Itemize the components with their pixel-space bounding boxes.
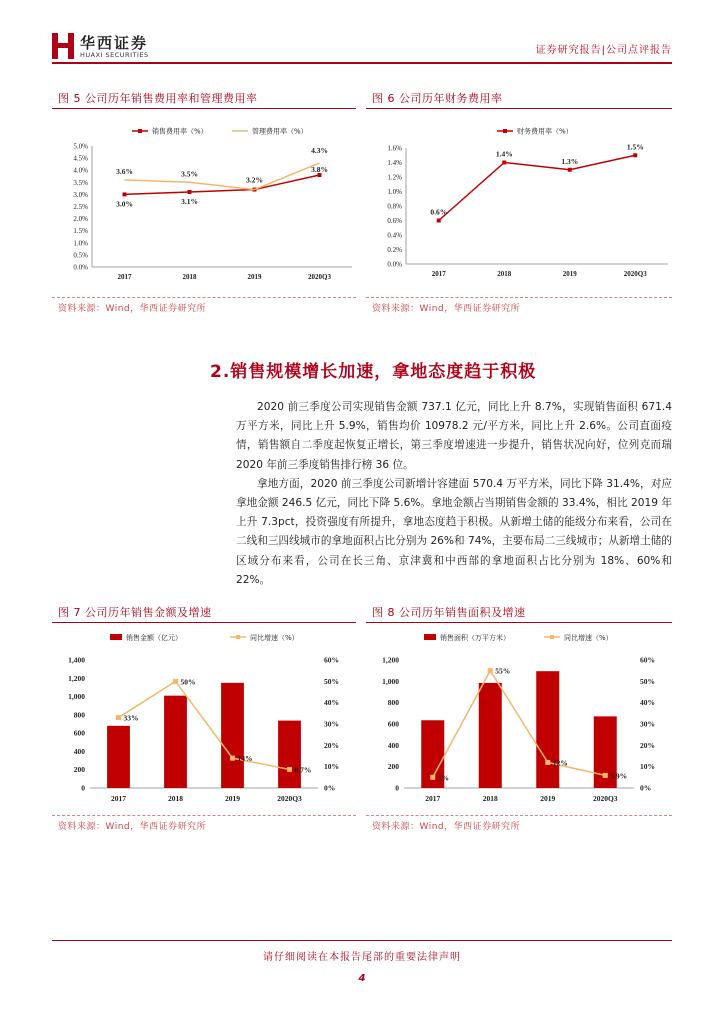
y-tick-label: 0.4% bbox=[387, 231, 402, 240]
y-tick-label: 1,200 bbox=[382, 655, 399, 665]
x-tick-label: 2020Q3 bbox=[277, 794, 302, 803]
data-label: 3.8% bbox=[311, 165, 328, 175]
legend-label-line: 同比增速（%） bbox=[250, 634, 299, 642]
y2-tick-label: 0% bbox=[640, 783, 652, 793]
fig7-source: 资料来源：Wind，华西证券研究所 bbox=[58, 822, 207, 832]
x-tick-label: 2017 bbox=[425, 794, 441, 803]
y2-tick-label: 20% bbox=[324, 740, 339, 750]
legend-swatch-bar bbox=[110, 634, 122, 640]
report-type-label: 证券研究报告|公司点评报告 bbox=[535, 45, 672, 56]
y-tick-label: 600 bbox=[387, 719, 399, 729]
data-label: 4.3% bbox=[311, 145, 328, 155]
data-point bbox=[502, 161, 506, 165]
growth-point bbox=[230, 756, 235, 761]
growth-label: 5.9% bbox=[610, 771, 628, 781]
x-tick-label: 2018 bbox=[497, 270, 512, 278]
logo-english-name: HUAXI SECURITIES bbox=[80, 51, 149, 59]
fig7-source-rule bbox=[52, 815, 356, 816]
data-label: 3.0% bbox=[116, 199, 133, 209]
fig7-chart bbox=[52, 626, 356, 810]
legal-notice: 请仔细阅读在本报告尾部的重要法律声明 bbox=[263, 952, 461, 963]
y-tick-label: 400 bbox=[73, 746, 85, 756]
y2-tick-label: 60% bbox=[640, 655, 655, 665]
y2-tick-label: 60% bbox=[324, 655, 339, 665]
y-tick-label: 2.0% bbox=[73, 215, 88, 224]
growth-point bbox=[116, 715, 121, 720]
legend-label: 销售费用率（%） bbox=[152, 127, 208, 136]
fig5-chart bbox=[52, 112, 356, 294]
legend-swatch-bar bbox=[424, 634, 436, 640]
y2-tick-label: 50% bbox=[640, 676, 655, 686]
growth-line bbox=[433, 671, 606, 778]
fig5-source: 资料来源：Wind，华西证券研究所 bbox=[58, 304, 207, 314]
legend-marker-line bbox=[550, 635, 554, 639]
growth-point bbox=[488, 668, 493, 673]
growth-label: 55% bbox=[495, 666, 511, 676]
data-point bbox=[633, 153, 637, 157]
y-tick-label: 1.6% bbox=[387, 144, 402, 153]
legend-marker bbox=[503, 129, 507, 133]
y-tick-label: 0 bbox=[395, 783, 399, 793]
y-tick-label: 600 bbox=[73, 728, 85, 738]
y-tick-label: 0.2% bbox=[387, 246, 402, 254]
y2-tick-label: 30% bbox=[324, 719, 339, 729]
growth-point bbox=[545, 760, 550, 765]
fig8-source-rule bbox=[366, 815, 672, 816]
x-tick-label: 2017 bbox=[111, 794, 126, 803]
x-tick-label: 2020Q3 bbox=[623, 270, 647, 278]
growth-label: 50% bbox=[180, 677, 196, 687]
x-tick-label: 2018 bbox=[182, 273, 197, 281]
legend-label-line: 同比增速（%） bbox=[564, 634, 613, 642]
y-tick-label: 200 bbox=[73, 765, 85, 775]
y-tick-label: 2.5% bbox=[73, 203, 88, 211]
x-tick-label: 2017 bbox=[117, 273, 132, 281]
x-tick-label: 2019 bbox=[225, 794, 240, 803]
y-tick-label: 800 bbox=[73, 710, 85, 720]
x-tick-label: 2019 bbox=[540, 794, 556, 803]
legend-label: 财务费用率（%） bbox=[517, 127, 573, 136]
y-tick-label: 0.5% bbox=[73, 251, 88, 260]
growth-label: 5% bbox=[437, 773, 449, 783]
footer-divider bbox=[52, 940, 672, 941]
logo-chinese-name: 华西证券 bbox=[80, 34, 149, 52]
data-label: 3.1% bbox=[181, 196, 198, 206]
fig8-chart bbox=[366, 626, 672, 810]
legend-marker bbox=[138, 129, 142, 133]
x-tick-label: 2020Q3 bbox=[592, 794, 618, 803]
data-point bbox=[188, 190, 192, 194]
fig6-source-rule bbox=[366, 297, 672, 298]
data-label: 3.2% bbox=[246, 175, 263, 185]
bar bbox=[107, 726, 130, 788]
bar bbox=[479, 683, 502, 788]
y-tick-label: 800 bbox=[387, 698, 399, 708]
growth-point bbox=[173, 679, 178, 684]
y-tick-label: 0.0% bbox=[73, 263, 88, 272]
growth-label: 33% bbox=[123, 713, 139, 723]
growth-point bbox=[287, 767, 292, 772]
page-number: 4 bbox=[358, 973, 366, 984]
x-tick-label: 2019 bbox=[247, 273, 262, 281]
x-tick-label: 2018 bbox=[168, 794, 183, 803]
series-line bbox=[125, 163, 320, 190]
legend-label-bar: 销售面积（万平方米） bbox=[440, 634, 510, 642]
y-tick-label: 1.4% bbox=[387, 159, 402, 167]
y-tick-label: 4.5% bbox=[73, 154, 88, 163]
fig6-title: 图 6 公司历年财务费用率 bbox=[372, 92, 503, 105]
x-tick-label: 2017 bbox=[431, 270, 446, 278]
data-point bbox=[437, 219, 441, 223]
growth-label: 8.7% bbox=[294, 765, 312, 775]
y-tick-label: 0.8% bbox=[387, 202, 402, 211]
data-label: 1.5% bbox=[626, 142, 644, 152]
y-tick-label: 0 bbox=[81, 783, 85, 793]
data-label: 1.4% bbox=[495, 149, 513, 159]
x-tick-label: 2020Q3 bbox=[308, 273, 331, 281]
data-point bbox=[568, 168, 572, 172]
y-tick-label: 1,000 bbox=[382, 676, 399, 686]
y-tick-label: 5.0% bbox=[73, 142, 88, 151]
growth-label: 12% bbox=[552, 758, 568, 768]
fig5-source-rule bbox=[52, 297, 356, 298]
x-tick-label: 2019 bbox=[562, 270, 577, 278]
y2-tick-label: 10% bbox=[324, 762, 339, 772]
y2-tick-label: 50% bbox=[324, 676, 339, 686]
bar bbox=[536, 671, 559, 788]
huaxi-logo-icon bbox=[52, 33, 74, 59]
y-tick-label: 400 bbox=[387, 740, 399, 750]
y-tick-label: 1,400 bbox=[68, 655, 85, 665]
fig8-title: 图 8 公司历年销售面积及增速 bbox=[372, 606, 526, 619]
y-tick-label: 4.0% bbox=[73, 166, 88, 175]
header-divider bbox=[52, 62, 672, 64]
y-tick-label: 1.2% bbox=[387, 173, 402, 182]
data-label: 0.6% bbox=[430, 207, 448, 217]
y-tick-label: 0.0% bbox=[387, 260, 402, 269]
bar bbox=[221, 683, 244, 788]
fig6-source: 资料来源：Wind，华西证券研究所 bbox=[372, 304, 521, 314]
y2-tick-label: 30% bbox=[640, 719, 655, 729]
data-label: 3.5% bbox=[181, 169, 198, 179]
y-tick-label: 0.6% bbox=[387, 217, 402, 225]
fig6-chart bbox=[366, 112, 672, 294]
series-line bbox=[125, 175, 320, 194]
y-tick-label: 1,000 bbox=[68, 692, 85, 702]
y2-tick-label: 40% bbox=[324, 698, 339, 708]
data-label: 3.6% bbox=[116, 166, 133, 176]
y2-tick-label: 10% bbox=[640, 762, 655, 772]
fig6-title-rule bbox=[366, 108, 672, 109]
legend-label: 管理费用率（%） bbox=[252, 127, 308, 136]
fig8-source: 资料来源：Wind，华西证券研究所 bbox=[372, 822, 521, 832]
data-point bbox=[123, 192, 127, 196]
section-title: 2.销售规模增长加速，拿地态度趋于积极 bbox=[210, 362, 537, 382]
y-tick-label: 200 bbox=[387, 762, 399, 772]
fig8-title-rule bbox=[366, 622, 672, 623]
data-label: 1.3% bbox=[561, 156, 579, 166]
y-tick-label: 1.0% bbox=[387, 188, 402, 196]
bar bbox=[164, 696, 187, 788]
paragraph-sales: 2020 前三季度公司实现销售金额 737.1 亿元，同比上升 8.7%，实现销售面积 671.4 万平方米，同比上升 5.9%，销售均价 10978.2 元/平方米，同比上升 2.6%。公司直面疫情，销售额自二季度起恢复正增长，第三季度增速进一步提升，销售状况向好，位列克而瑞 2020 年前三季度销售排行榜 36 位。 bbox=[236, 401, 672, 471]
series-line bbox=[439, 155, 636, 220]
fig7-title-rule bbox=[52, 622, 356, 623]
y-tick-label: 3.5% bbox=[73, 178, 88, 187]
y-tick-label: 1.5% bbox=[73, 227, 88, 236]
paragraph-land: 拿地方面，2020 前三季度公司新增计容建面 570.4 万平方米，同比下降 31.4%，对应拿地金额 246.5 亿元，同比下降 5.6%。拿地金额占当期销售金额的 33.4%，相比 2019 年上升 7.3pct，投资强度有所提升，拿地态度趋于积极。从新增土储的能级分布来看，公司在二线和三四线城市的拿地面积占比分别为 26%和 74%，主要布局二三线城市；从新增土储的区域分布来看，公司在长三角、京津冀和中西部的拿地面积占比分别为 18%、60%和 22%。 bbox=[236, 477, 672, 586]
y-tick-label: 1,200 bbox=[68, 673, 85, 683]
growth-label: 14% bbox=[237, 754, 253, 764]
y-tick-label: 1.0% bbox=[73, 239, 88, 248]
y2-tick-label: 40% bbox=[640, 698, 655, 708]
fig5-title-rule bbox=[52, 108, 356, 109]
growth-point bbox=[430, 775, 435, 780]
x-tick-label: 2018 bbox=[482, 794, 498, 803]
legend-marker-line bbox=[236, 635, 240, 639]
y2-tick-label: 0% bbox=[324, 783, 336, 793]
growth-point bbox=[603, 773, 608, 778]
legend-label-bar: 销售金额（亿元） bbox=[126, 634, 182, 642]
section-body bbox=[236, 398, 672, 590]
fig7-title: 图 7 公司历年销售金额及增速 bbox=[58, 606, 212, 619]
y-tick-label: 3.0% bbox=[73, 190, 88, 199]
y2-tick-label: 20% bbox=[640, 740, 655, 750]
bar bbox=[278, 721, 301, 788]
growth-line bbox=[119, 681, 290, 769]
fig5-title: 图 5 公司历年销售费用率和管理费用率 bbox=[58, 92, 258, 105]
